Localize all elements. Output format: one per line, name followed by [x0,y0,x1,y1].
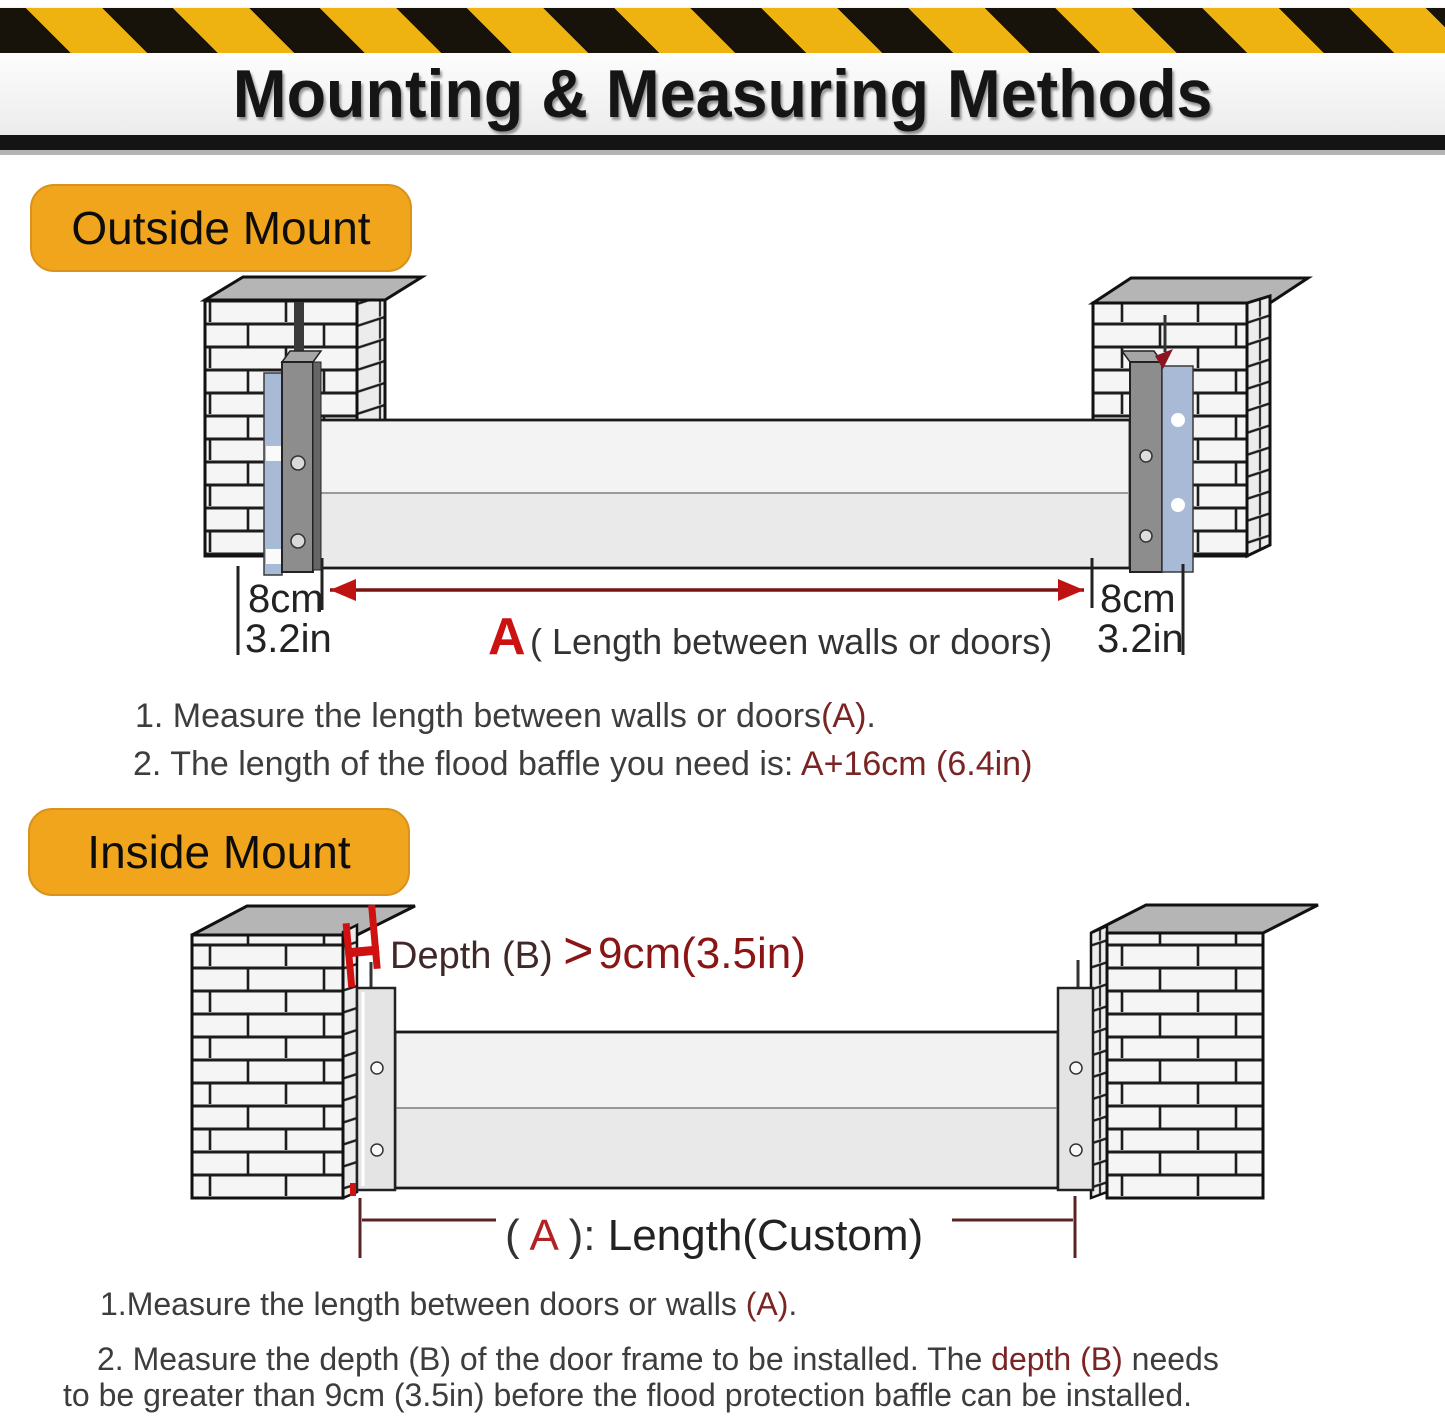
depth-label [390,922,806,980]
left-offset-in: 3.2in [245,617,332,661]
screw-hole [1140,530,1152,542]
inside-step-2: 2. Measure the depth (B) of the door frame to be installed. The depth (B) needs [97,1341,1219,1377]
inside-mount-badge: Inside Mount [28,808,410,896]
width-dimension [238,558,1184,666]
screw-hole [291,456,305,470]
span-label-a: A [488,608,526,666]
screw-hole [1070,1062,1082,1074]
length-dimension [360,1196,1075,1260]
length-label: ( A ): Length(Custom) [505,1211,924,1260]
outside-mount-diagram [0,260,1445,680]
outside-mount-badge: Outside Mount [30,184,412,272]
length-label-rest: Length(Custom) [607,1211,924,1260]
inside-step-2-cont: to be greater than 9cm (3.5in) before the flood protection baffle can be installed. [63,1377,1193,1413]
screw-hole [291,534,305,548]
mounting-channel-left [350,962,395,1196]
title-divider [0,135,1445,150]
screw-hole [371,1144,383,1156]
screw-hole [1070,1144,1082,1156]
outside-step-2: 2. The length of the flood baffle you need is: A+16cm (6.4in) [133,745,1033,783]
length-label-a: A [529,1211,557,1260]
arrowhead-left-icon [330,579,356,601]
greater-than-sign: > [563,922,594,980]
title-divider-shadow [0,150,1445,155]
arrowhead-right-icon [1058,579,1084,601]
seal-strip-right [1162,366,1193,572]
screw-hole [371,1062,383,1074]
mounting-channel-right [1058,960,1093,1190]
seal-strip-left [264,373,282,575]
right-offset-in: 3.2in [1097,617,1184,661]
right-offset-cm: 8cm [1100,577,1176,621]
mounting-channel-left [264,351,321,575]
right-brick-pillar [1091,905,1318,1198]
page-title: Mounting & Measuring Methods [232,56,1213,132]
title-band [0,53,1445,135]
inside-step-1: 1.Measure the length between doors or walls (A). [100,1286,798,1322]
screw-hole [1140,450,1152,462]
inside-mount-diagram [0,895,1445,1270]
flood-barrier-panel [320,420,1130,568]
span-label-rest: ( Length between walls or doors) [530,621,1053,662]
flood-barrier-panel [395,1032,1058,1188]
span-label [488,608,1052,666]
left-offset-cm: 8cm [248,577,324,621]
depth-value: 9cm(3.5in) [598,929,806,978]
depth-label-text: Depth (B) [390,935,564,977]
outside-step-1: 1. Measure the length between walls or doors(A). [135,697,876,735]
hazard-stripe-banner [0,8,1445,53]
